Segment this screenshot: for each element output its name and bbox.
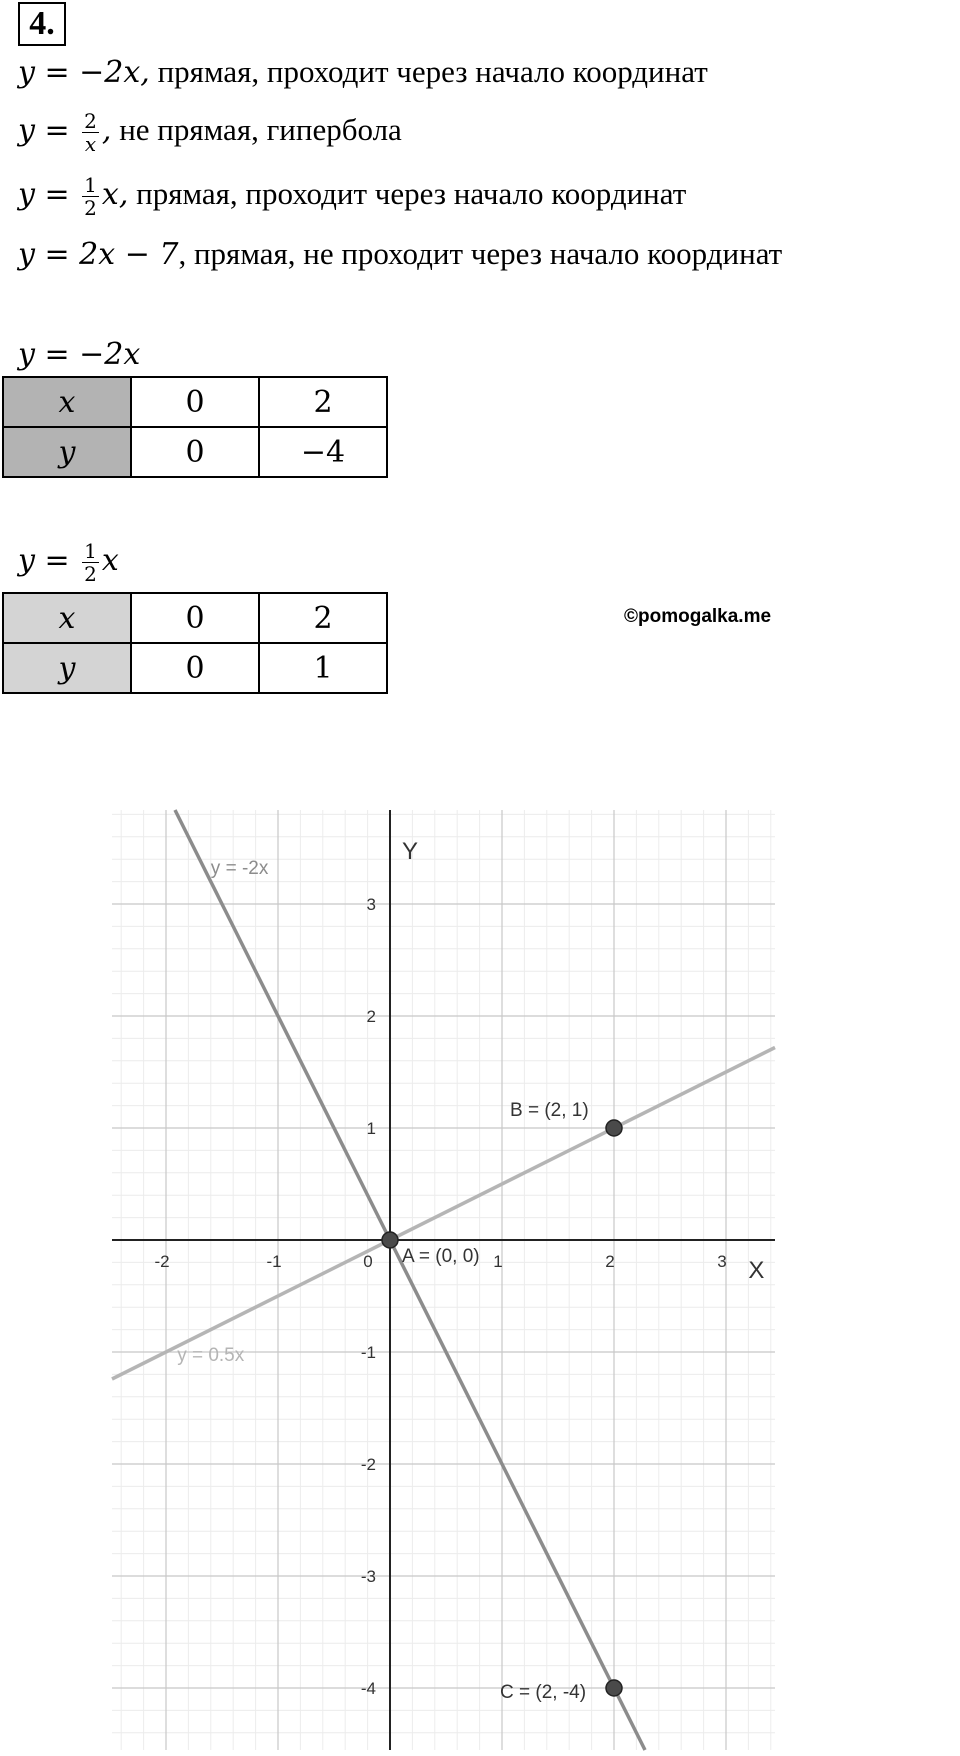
y-tick-label: 1 bbox=[366, 1119, 376, 1138]
fraction-numerator: 2 bbox=[84, 109, 97, 134]
statement-line-1 bbox=[18, 52, 708, 93]
formula: y = bbox=[18, 113, 80, 148]
statement-line-4 bbox=[18, 234, 782, 275]
watermark: ©pomogalka.me bbox=[624, 606, 772, 627]
row-header-x: x bbox=[3, 377, 131, 427]
table-row bbox=[3, 427, 387, 477]
fraction-denominator: 2 bbox=[84, 196, 97, 221]
y-axis-label: Y bbox=[402, 838, 419, 866]
series-label: y = 0.5x bbox=[177, 1344, 245, 1366]
table-cell: 0 bbox=[131, 593, 259, 643]
row-header-y: y bbox=[3, 427, 131, 477]
task-number: 4. bbox=[18, 2, 66, 46]
statement-text: не прямая, гипербола bbox=[111, 112, 402, 147]
table1-formula: y = −2x bbox=[18, 337, 141, 372]
row-header-x: x bbox=[3, 593, 131, 643]
fraction-denominator: x bbox=[84, 132, 97, 157]
series-label: y = -2x bbox=[210, 857, 269, 879]
x-tick-label: 2 bbox=[605, 1252, 615, 1271]
data-point bbox=[382, 1232, 398, 1248]
fraction-numerator: 1 bbox=[84, 539, 97, 564]
table-cell: −4 bbox=[259, 427, 387, 477]
fraction-denominator: 2 bbox=[84, 562, 97, 587]
x-tick-label: 0 bbox=[363, 1252, 373, 1271]
statement-line-3 bbox=[18, 174, 686, 219]
y-tick-label: 2 bbox=[366, 1007, 376, 1026]
y-tick-label: -1 bbox=[360, 1343, 376, 1362]
coordinate-graph bbox=[0, 796, 960, 1756]
table-cell: 1 bbox=[259, 643, 387, 693]
y-tick-label: -2 bbox=[360, 1455, 376, 1474]
point-label: C = (2, -4) bbox=[500, 1682, 587, 1703]
table-cell: 0 bbox=[131, 427, 259, 477]
fraction-numerator: 1 bbox=[84, 173, 97, 198]
table2-title bbox=[18, 540, 119, 585]
data-point bbox=[606, 1680, 622, 1696]
data-point bbox=[606, 1120, 622, 1136]
formula: y = 2x − 7 bbox=[18, 237, 179, 272]
y-tick-label: 3 bbox=[366, 895, 376, 914]
y-tick-label: -3 bbox=[360, 1567, 376, 1586]
value-table-2 bbox=[2, 592, 388, 694]
formula: y = −2x, bbox=[18, 55, 150, 90]
y-tick-label: -4 bbox=[360, 1679, 376, 1698]
point-label: A = (0, 0) bbox=[402, 1246, 480, 1267]
table-cell: 2 bbox=[259, 377, 387, 427]
table-row bbox=[3, 377, 387, 427]
table-row bbox=[3, 593, 387, 643]
formula: y = bbox=[18, 177, 80, 212]
statement-text: прямая, проходит через начало координат bbox=[149, 54, 708, 89]
table-cell: 0 bbox=[131, 643, 259, 693]
table-row bbox=[3, 643, 387, 693]
formula-suffix: x, bbox=[101, 177, 129, 212]
fraction bbox=[82, 540, 99, 585]
x-tick-label: -2 bbox=[154, 1252, 170, 1271]
formula-suffix: x bbox=[101, 543, 119, 578]
row-header-y: y bbox=[3, 643, 131, 693]
x-tick-label: 1 bbox=[493, 1252, 503, 1271]
value-table-1 bbox=[2, 376, 388, 478]
fraction bbox=[82, 174, 99, 219]
x-tick-label: -1 bbox=[266, 1252, 282, 1271]
table-cell: 0 bbox=[131, 377, 259, 427]
x-tick-label: 3 bbox=[717, 1252, 727, 1271]
table-cell: 2 bbox=[259, 593, 387, 643]
statement-line-2 bbox=[18, 110, 402, 155]
point-label: B = (2, 1) bbox=[510, 1100, 589, 1121]
table2-formula: y = bbox=[18, 543, 80, 578]
table1-title bbox=[18, 334, 140, 375]
formula-suffix: , bbox=[101, 113, 112, 148]
x-axis-label: X bbox=[748, 1257, 765, 1284]
fraction bbox=[82, 110, 99, 155]
statement-text: , прямая, не проходит через начало координат bbox=[178, 236, 783, 271]
series-line bbox=[175, 810, 645, 1750]
statement-text: прямая, проходит через начало координат bbox=[128, 176, 687, 211]
